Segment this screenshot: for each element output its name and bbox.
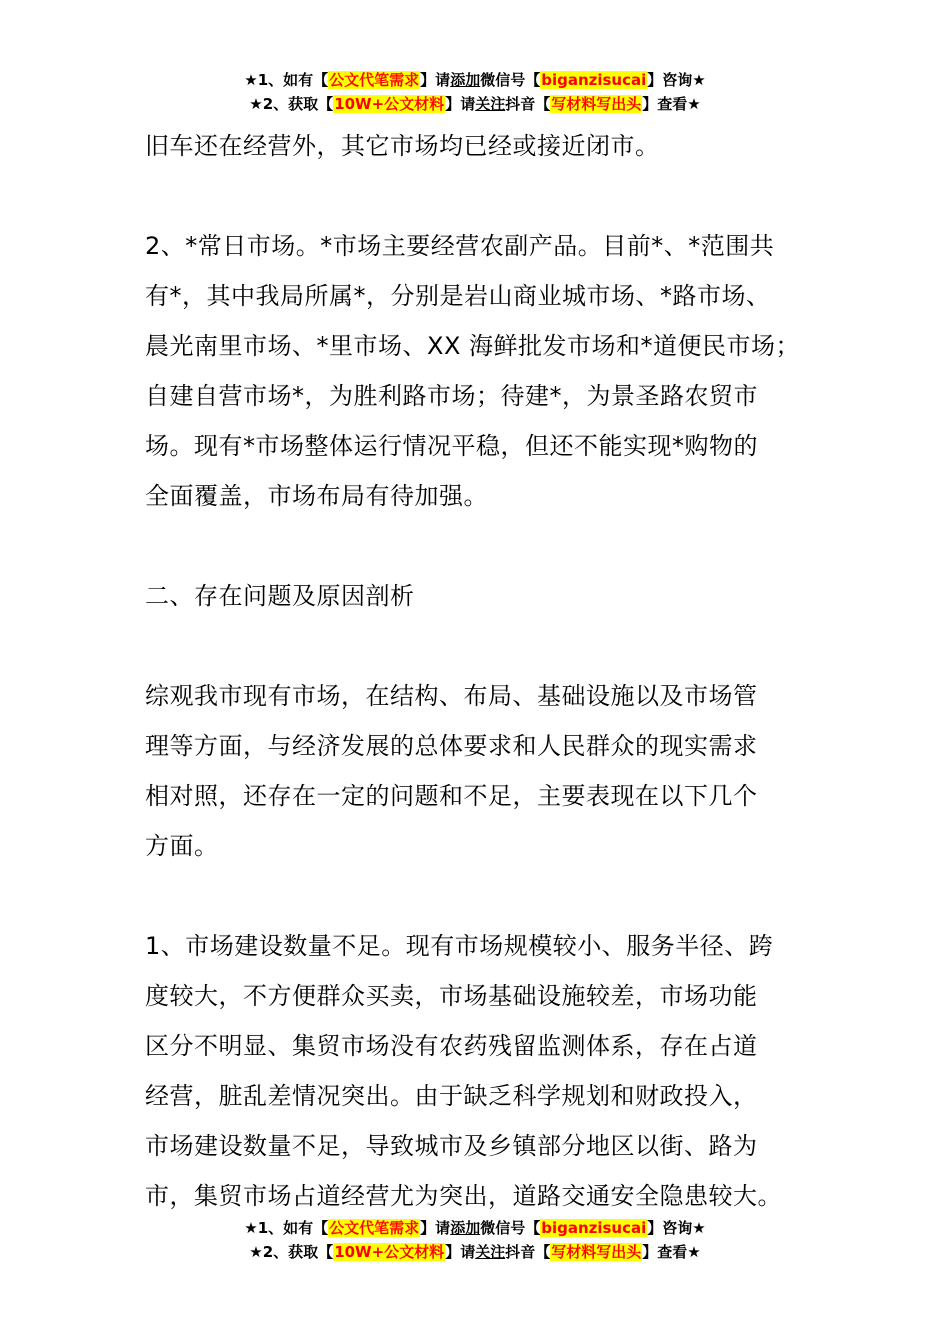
banner-highlight: biganzisucai [541, 71, 647, 89]
banner-text: 】查看★ [642, 1243, 701, 1261]
text-line: 晨光南里市场、*里市场、XX 海鲜批发市场和*道便民市场； [145, 332, 801, 360]
banner-line-2 [0, 1240, 950, 1264]
banner-underlined: 添加 [450, 71, 481, 89]
banner-highlight: 10W+公文材料 [334, 1243, 445, 1261]
text-line: 2、*常日市场。*市场主要经营农副产品。目前*、*范围共 [145, 232, 775, 260]
banner-underlined: 添加 [450, 1219, 481, 1237]
banner-text: ★1、如有【 [244, 1219, 329, 1237]
text-line: 相对照，还存在一定的问题和不足，主要表现在以下几个 [145, 782, 758, 810]
banner-highlight: 写材料写出头 [551, 1243, 642, 1261]
text-line: 有*，其中我局所属*，分别是岩山商业城市场、*路市场、 [145, 282, 771, 310]
banner-text: ★2、获取【 [249, 95, 334, 113]
banner-text: ★1、如有【 [244, 71, 329, 89]
text-line: 1、市场建设数量不足。现有市场规模较小、服务半径、跨 [145, 932, 774, 960]
banner-text: 】咨询★ [647, 71, 706, 89]
text-line: 经营，脏乱差情况突出。由于缺乏科学规划和财政投入， [145, 1082, 758, 1110]
banner-text: 】请 [445, 1243, 476, 1261]
banner-highlight: biganzisucai [541, 1219, 647, 1237]
paragraph [145, 221, 835, 521]
banner-text: 抖音【 [505, 95, 551, 113]
text-line: 理等方面，与经济发展的总体要求和人民群众的现实需求 [145, 732, 758, 760]
document-body [145, 121, 835, 1221]
banner-text: 】请 [445, 95, 476, 113]
footer-banner [0, 1216, 950, 1264]
text-line: 旧车还在经营外，其它市场均已经或接近闭市。 [145, 132, 660, 160]
banner-line-1 [0, 68, 950, 92]
banner-highlight: 写材料写出头 [551, 95, 642, 113]
section-heading [145, 571, 835, 621]
text-line: 综观我市现有市场，在结构、布局、基础设施以及市场管 [145, 682, 758, 710]
banner-text: 】查看★ [642, 95, 701, 113]
banner-text: ★2、获取【 [249, 1243, 334, 1261]
banner-line-2 [0, 92, 950, 116]
banner-line-1 [0, 1216, 950, 1240]
banner-underlined: 关注 [475, 1243, 506, 1261]
text-line: 场。现有*市场整体运行情况平稳，但还不能实现*购物的 [145, 432, 758, 460]
text-line: 市，集贸市场占道经营尤为突出，道路交通安全隐患较大。 [145, 1182, 782, 1210]
paragraph [145, 921, 835, 1221]
banner-text: 】请 [420, 1219, 451, 1237]
banner-highlight: 公文代笔需求 [329, 1219, 420, 1237]
text-line: 市场建设数量不足，导致城市及乡镇部分地区以街、路为 [145, 1132, 758, 1160]
text-line: 二、存在问题及原因剖析 [145, 582, 415, 610]
banner-text: 】请 [420, 71, 451, 89]
paragraph [145, 671, 835, 871]
text-line: 自建自营市场*，为胜利路市场；待建*，为景圣路农贸市 [145, 382, 758, 410]
banner-underlined: 关注 [475, 95, 506, 113]
banner-text: 微信号【 [480, 1219, 541, 1237]
banner-text: 抖音【 [505, 1243, 551, 1261]
banner-text: 微信号【 [480, 71, 541, 89]
header-banner [0, 68, 950, 116]
text-line: 全面覆盖，市场布局有待加强。 [145, 482, 488, 510]
paragraph [145, 121, 835, 171]
banner-text: 】咨询★ [647, 1219, 706, 1237]
text-line: 区分不明显、集贸市场没有农药残留监测体系，存在占道 [145, 1032, 758, 1060]
banner-highlight: 10W+公文材料 [334, 95, 445, 113]
text-line: 方面。 [145, 832, 219, 860]
banner-highlight: 公文代笔需求 [329, 71, 420, 89]
text-line: 度较大，不方便群众买卖，市场基础设施较差，市场功能 [145, 982, 758, 1010]
